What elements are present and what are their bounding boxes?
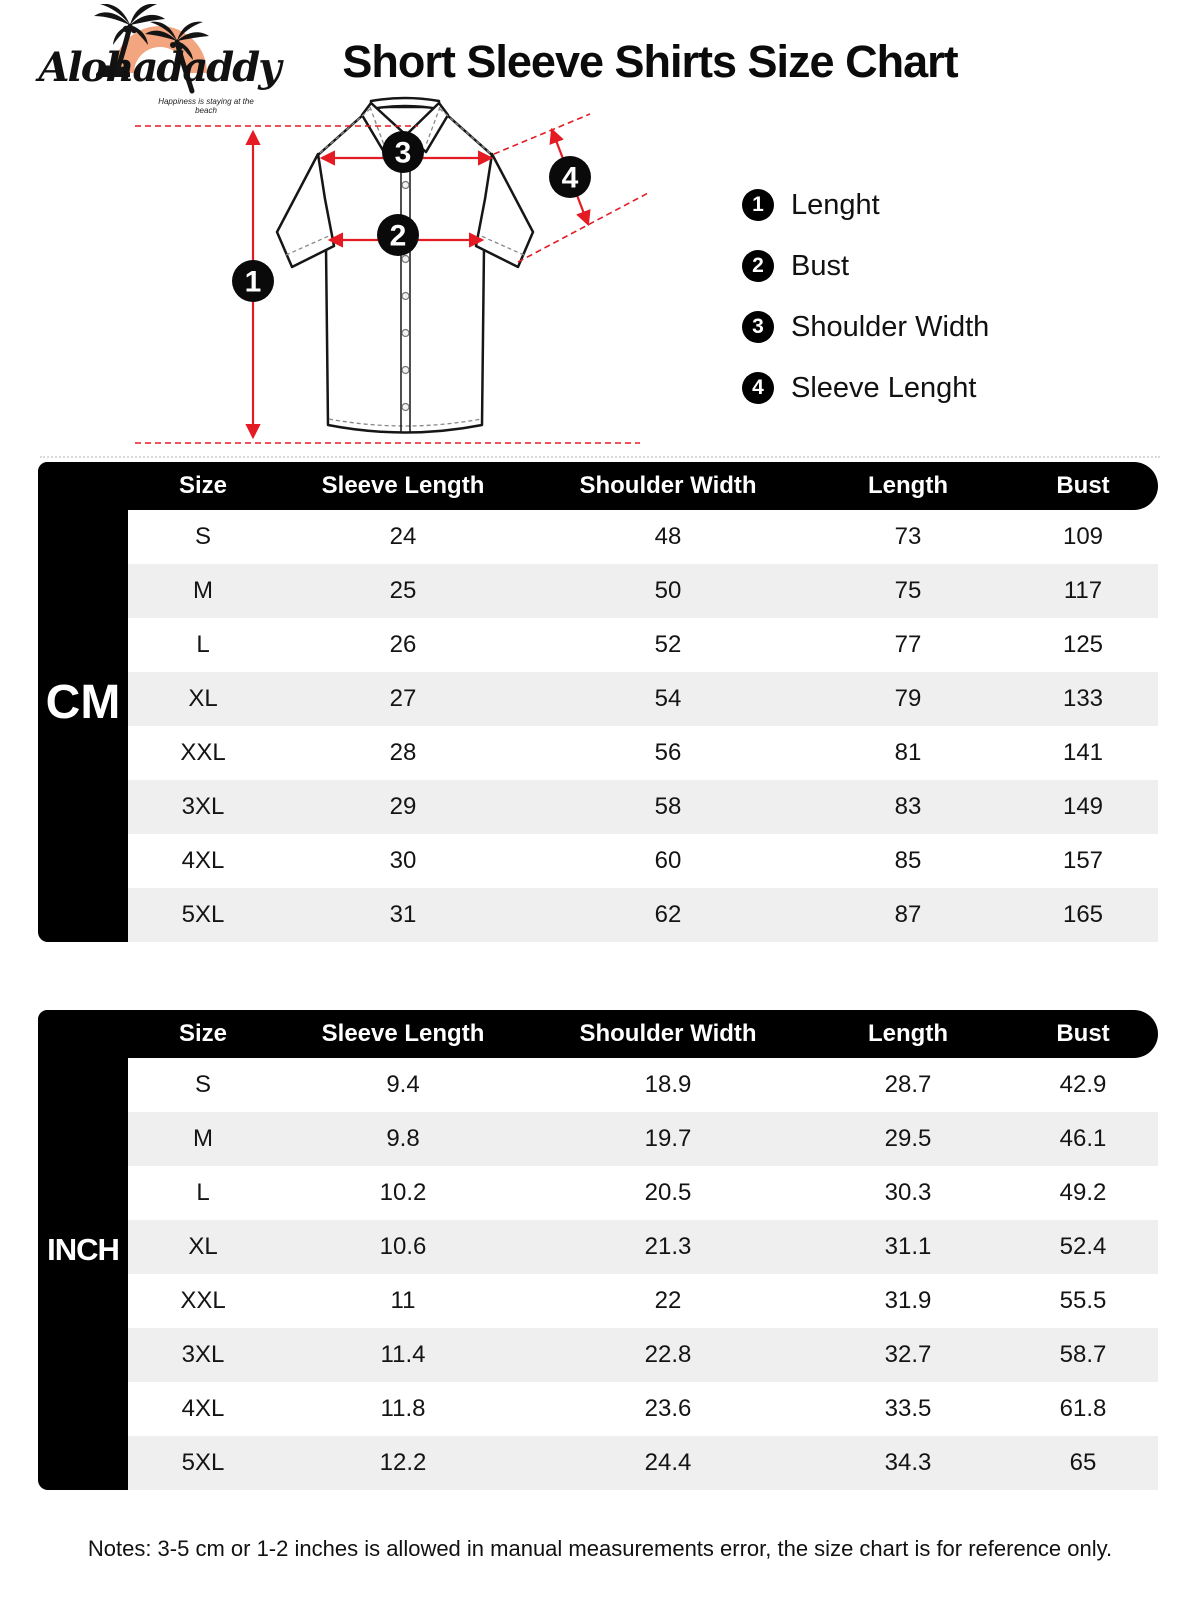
table-row bbox=[128, 1112, 1158, 1166]
sleeve-length-cell: 10.2 bbox=[379, 1179, 427, 1206]
header-cell: Sleeve Length bbox=[321, 472, 485, 499]
header-cell: Sleeve Length bbox=[321, 1020, 485, 1047]
length-cell: 83 bbox=[894, 793, 922, 820]
table-row bbox=[128, 1058, 1158, 1112]
size-cell: M bbox=[193, 577, 213, 604]
length-cell: 77 bbox=[894, 631, 922, 658]
shoulder-width-cell: 52 bbox=[654, 631, 682, 658]
length-cell: 28.7 bbox=[884, 1071, 932, 1098]
length-cell: 31.1 bbox=[884, 1233, 932, 1260]
bust-cell: 52.4 bbox=[1059, 1233, 1107, 1260]
legend-label: Sleeve Lenght bbox=[791, 371, 977, 404]
unit-label-cm bbox=[38, 462, 128, 942]
bust-cell: 157 bbox=[1062, 847, 1104, 874]
size-cell: L bbox=[196, 1179, 210, 1206]
sleeve-length-cell: 9.4 bbox=[386, 1071, 420, 1098]
table-row bbox=[128, 1328, 1158, 1382]
sleeve-length-cell: 28 bbox=[389, 739, 417, 766]
size-cell: M bbox=[193, 1125, 213, 1152]
shoulder-width-cell: 19.7 bbox=[644, 1125, 692, 1152]
length-cell: 87 bbox=[894, 901, 922, 928]
legend-number-badge: 4 bbox=[742, 372, 774, 404]
page-title: Short Sleeve Shirts Size Chart bbox=[342, 36, 958, 87]
shoulder-width-cell: 20.5 bbox=[644, 1179, 692, 1206]
measurement-badge-2-num: 2 bbox=[389, 219, 407, 253]
table-row bbox=[128, 618, 1158, 672]
bust-cell: 165 bbox=[1062, 901, 1104, 928]
measurement-badge-4-num: 4 bbox=[561, 161, 579, 195]
brand-name: Alohadaddy bbox=[38, 44, 280, 91]
bust-cell: 149 bbox=[1062, 793, 1104, 820]
table-header bbox=[38, 1010, 1158, 1058]
bust-cell: 65 bbox=[1069, 1449, 1097, 1476]
shoulder-width-cell: 23.6 bbox=[644, 1395, 692, 1422]
notes-text: Notes: 3-5 cm or 1-2 inches is allowed in manual measurements error, the size chart is for reference only. bbox=[87, 1536, 1113, 1561]
unit-text: INCH bbox=[47, 1232, 119, 1267]
shoulder-width-cell: 24.4 bbox=[644, 1449, 692, 1476]
measurement-legend bbox=[742, 188, 989, 405]
sleeve-length-cell: 11.4 bbox=[380, 1341, 426, 1368]
bust-cell: 141 bbox=[1062, 739, 1104, 766]
size-cell: 3XL bbox=[181, 1341, 225, 1368]
legend-number-badge: 1 bbox=[742, 189, 774, 221]
sleeve-length-cell: 11.8 bbox=[380, 1395, 426, 1422]
bust-cell: 55.5 bbox=[1059, 1287, 1107, 1314]
table-row bbox=[128, 1220, 1158, 1274]
sleeve-length-cell: 9.8 bbox=[386, 1125, 420, 1152]
legend-item bbox=[742, 249, 989, 283]
shoulder-width-cell: 48 bbox=[654, 523, 682, 550]
dotted-divider bbox=[40, 456, 1160, 458]
size-cell: 5XL bbox=[181, 901, 225, 928]
shoulder-width-cell: 56 bbox=[654, 739, 682, 766]
size-cell: 4XL bbox=[181, 1395, 225, 1422]
size-cell: S bbox=[194, 523, 211, 550]
header-cell: Length bbox=[868, 472, 948, 499]
unit-label-inch bbox=[38, 1010, 128, 1490]
shoulder-width-cell: 50 bbox=[654, 577, 682, 604]
legend-item bbox=[742, 188, 989, 222]
table-row bbox=[128, 834, 1158, 888]
table-row bbox=[128, 1166, 1158, 1220]
bust-cell: 46.1 bbox=[1059, 1125, 1107, 1152]
bust-cell: 58.7 bbox=[1059, 1341, 1107, 1368]
size-cell: XXL bbox=[180, 1287, 226, 1314]
legend-label: Shoulder Width bbox=[791, 310, 990, 343]
table-body bbox=[128, 510, 1158, 942]
shoulder-width-cell: 18.9 bbox=[644, 1071, 692, 1098]
length-cell: 75 bbox=[894, 577, 922, 604]
table-row bbox=[128, 726, 1158, 780]
bust-cell: 61.8 bbox=[1059, 1395, 1107, 1422]
size-cell: 4XL bbox=[181, 847, 225, 874]
length-cell: 30.3 bbox=[884, 1179, 932, 1206]
bust-cell: 133 bbox=[1062, 685, 1104, 712]
length-cell: 34.3 bbox=[884, 1449, 932, 1476]
legend-label: Bust bbox=[791, 249, 850, 282]
bust-cell: 117 bbox=[1063, 577, 1103, 604]
sleeve-length-cell: 27 bbox=[389, 685, 417, 712]
legend-item bbox=[742, 310, 989, 344]
bust-cell: 109 bbox=[1062, 523, 1104, 550]
shirt-measurement-diagram bbox=[120, 95, 680, 460]
header-cell: Shoulder Width bbox=[579, 1020, 757, 1047]
table-row bbox=[128, 780, 1158, 834]
shoulder-width-cell: 21.3 bbox=[644, 1233, 692, 1260]
length-cell: 31.9 bbox=[884, 1287, 932, 1314]
header-cell: Size bbox=[178, 472, 228, 499]
header-cell: Shoulder Width bbox=[579, 472, 757, 499]
shoulder-width-cell: 54 bbox=[654, 685, 682, 712]
sleeve-length-cell: 10.6 bbox=[379, 1233, 427, 1260]
unit-text: CM bbox=[45, 675, 121, 729]
sleeve-length-cell: 24 bbox=[389, 523, 417, 550]
length-cell: 81 bbox=[894, 739, 922, 766]
length-cell: 85 bbox=[894, 847, 922, 874]
table-row bbox=[128, 888, 1158, 942]
sleeve-length-cell: 11 bbox=[390, 1287, 416, 1314]
sleeve-length-cell: 29 bbox=[389, 793, 417, 820]
table-row bbox=[128, 1274, 1158, 1328]
size-cell: L bbox=[196, 631, 210, 658]
brand-tagline: Happiness is staying at the beach bbox=[158, 97, 254, 115]
size-cell: XL bbox=[188, 685, 218, 712]
header-cell: Bust bbox=[1056, 1020, 1110, 1047]
size-cell: 3XL bbox=[181, 793, 225, 820]
legend-item bbox=[742, 371, 989, 405]
legend-number-badge: 2 bbox=[742, 250, 774, 282]
sleeve-length-cell: 25 bbox=[389, 577, 417, 604]
header-cell: Bust bbox=[1056, 472, 1110, 499]
size-cell: XXL bbox=[180, 739, 226, 766]
legend-number-badge: 3 bbox=[742, 311, 774, 343]
shoulder-width-cell: 62 bbox=[654, 901, 682, 928]
size-cell: 5XL bbox=[181, 1449, 225, 1476]
table-row bbox=[128, 510, 1158, 564]
table-body bbox=[128, 1058, 1158, 1490]
sleeve-length-cell: 31 bbox=[389, 901, 417, 928]
table-row bbox=[128, 1382, 1158, 1436]
shoulder-width-cell: 22 bbox=[654, 1287, 682, 1314]
measurement-badge-3-num: 3 bbox=[394, 136, 412, 170]
shoulder-width-cell: 60 bbox=[654, 847, 682, 874]
header-cell: Length bbox=[868, 1020, 948, 1047]
length-cell: 29.5 bbox=[884, 1125, 932, 1152]
size-cell: S bbox=[194, 1071, 211, 1098]
length-cell: 73 bbox=[894, 523, 922, 550]
length-cell: 33.5 bbox=[884, 1395, 932, 1422]
table-row bbox=[128, 672, 1158, 726]
table-header bbox=[38, 462, 1158, 510]
shoulder-width-cell: 58 bbox=[654, 793, 682, 820]
shoulder-width-cell: 22.8 bbox=[644, 1341, 692, 1368]
sleeve-length-cell: 26 bbox=[389, 631, 417, 658]
bust-cell: 125 bbox=[1062, 631, 1104, 658]
table-row bbox=[128, 1436, 1158, 1490]
header-cell: Size bbox=[178, 1020, 228, 1047]
size-cell: XL bbox=[188, 1233, 218, 1260]
size-table-inch bbox=[38, 1010, 1158, 1490]
bust-cell: 42.9 bbox=[1059, 1071, 1107, 1098]
length-cell: 79 bbox=[894, 685, 922, 712]
bust-cell: 49.2 bbox=[1059, 1179, 1107, 1206]
sleeve-length-cell: 30 bbox=[389, 847, 417, 874]
size-table-cm bbox=[38, 462, 1158, 942]
measurement-badge-1-num: 1 bbox=[244, 265, 262, 299]
sleeve-length-cell: 12.2 bbox=[379, 1449, 427, 1476]
table-row bbox=[128, 564, 1158, 618]
length-cell: 32.7 bbox=[884, 1341, 932, 1368]
legend-label: Lenght bbox=[791, 188, 880, 221]
